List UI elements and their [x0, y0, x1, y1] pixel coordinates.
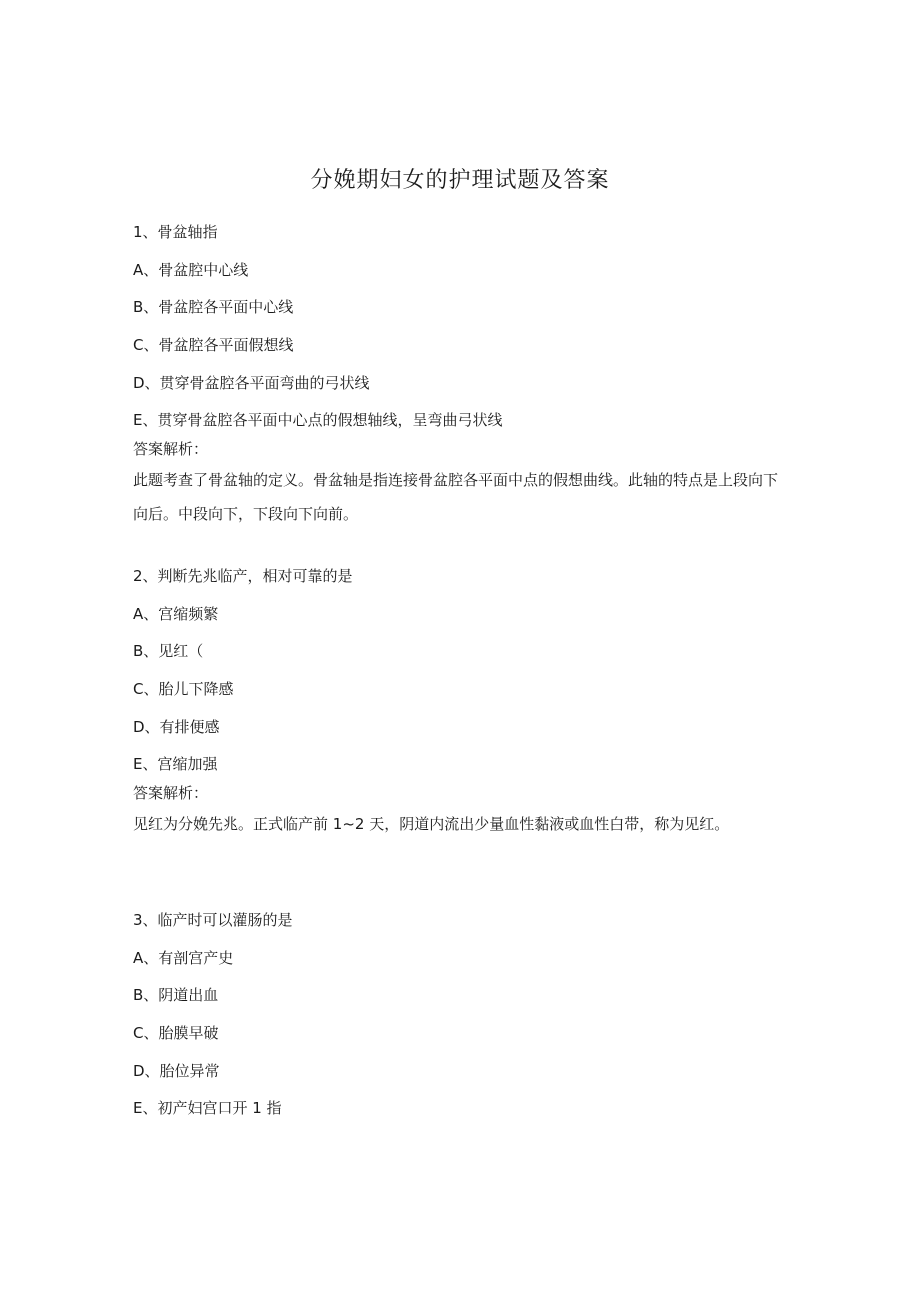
answer-label: 答案解析：: [133, 440, 209, 459]
question-stem: 2、判断先兆临产，相对可靠的是: [133, 567, 353, 585]
option-e: E、初产妇宫口开 1 指: [133, 1099, 282, 1118]
question-stem: 3、临产时可以灌肠的是: [133, 911, 293, 929]
question-2: [133, 562, 793, 841]
answer-explanation: 见红为分娩先兆。正式临产前 1~2 天，阴道内流出少量血性黏液或血性白带，称为见红。: [133, 815, 730, 834]
option-a: A、有剖宫产史: [133, 948, 234, 967]
option-e: E、贯穿骨盆腔各平面中心点的假想轴线，呈弯曲弓状线: [133, 411, 503, 430]
option-d: D、胎位异常: [133, 1061, 220, 1080]
option-e: E、宫缩加强: [133, 755, 218, 774]
option-c: C、骨盆腔各平面假想线: [133, 336, 294, 355]
option-b: B、阴道出血: [133, 986, 219, 1005]
option-a: A、宫缩频繁: [133, 604, 219, 623]
option-b: B、骨盆腔各平面中心线: [133, 298, 294, 317]
option-d: D、贯穿骨盆腔各平面弯曲的弓状线: [133, 373, 370, 392]
option-c: C、胎膜早破: [133, 1024, 219, 1043]
option-b: B、见红（: [133, 642, 204, 661]
option-c: C、胎儿下降感: [133, 680, 234, 699]
answer-explanation: 此题考查了骨盆轴的定义。骨盆轴是指连接骨盆腔各平面中点的假想曲线。此轴的特点是上段向下向后。中段向下，下段向下向前。: [133, 471, 779, 524]
question-3: [133, 906, 793, 1132]
answer-label: 答案解析：: [133, 784, 209, 803]
option-a: A、骨盆腔中心线: [133, 260, 249, 279]
question-stem: 1、骨盆轴指: [133, 223, 218, 241]
page-title: 分娩期妇女的护理试题及答案: [310, 168, 610, 193]
question-1: [133, 218, 793, 531]
option-d: D、有排便感: [133, 717, 220, 736]
